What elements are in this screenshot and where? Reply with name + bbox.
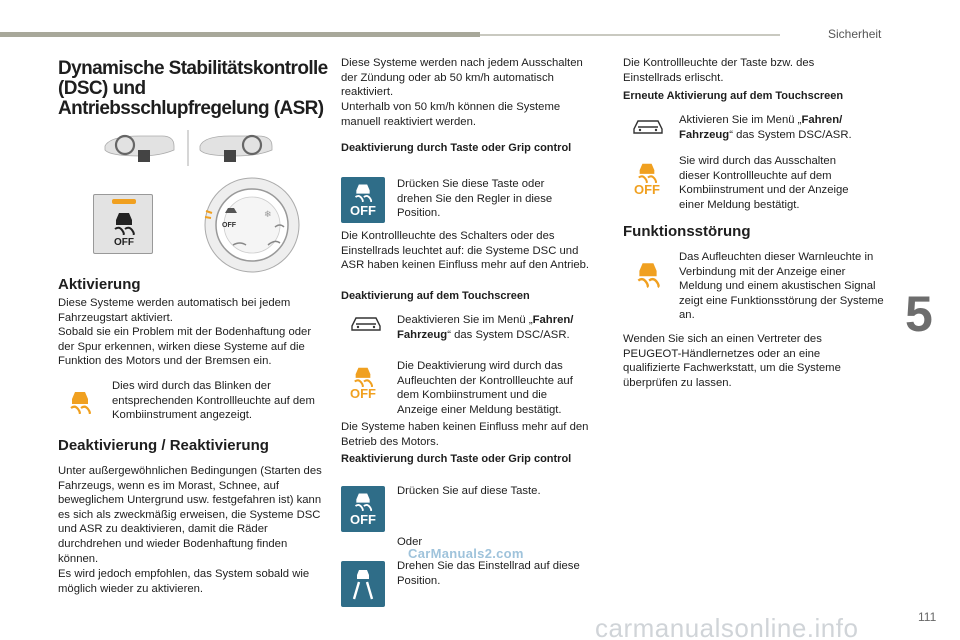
chapter-number: 5 — [905, 286, 933, 342]
menu-name: Fahren/ Fahrzeug — [397, 314, 574, 341]
page-number: 111 — [918, 610, 937, 624]
col2-paragraph-2: Die Systeme haben keinen Einfluss mehr auf den Betrieb des Motors. — [341, 421, 589, 448]
skid-car-icon — [111, 209, 137, 235]
dashboard-illustration — [100, 128, 280, 168]
skid-car-amber-icon — [67, 388, 93, 414]
col2-subheading-2: Deaktivierung auf dem Touchscreen — [341, 290, 530, 302]
col2-sub2-text — [397, 313, 597, 342]
col2-sub2-icon2-text: Die Deaktivierung wird durch das Aufleuchten der Kontrollleuchte auf dem Kombiinstrument und die Anzeige einer Meldung bestätigt. — [397, 360, 573, 416]
aktivierung-text-1: Diese Systeme werden automatisch bei jedem Fahrzeugstart aktiviert. — [58, 297, 291, 324]
col2-sub1-text: Drücken Sie diese Taste oder drehen Sie den Regler in diese Position. — [397, 178, 553, 220]
col3-paragraph: Wenden Sie sich an einen Vertreter des PEUGEOT-Händlernetzes oder an eine qualifizierte Fachwerkstatt, um die Systeme überprüfen zu lassen. — [623, 333, 841, 389]
dsc-off-switch — [93, 194, 153, 254]
col2-subheading-1: Deaktivierung durch Taste oder Grip control — [341, 142, 572, 154]
dsc-off-amber-icon — [631, 161, 663, 196]
text-part: “ das System DSC/ASR. — [729, 128, 852, 141]
car-outline-icon — [350, 314, 382, 334]
col2-sub3-icon2-text: Drehen Sie das Einstellrad auf diese Position. — [397, 560, 580, 587]
header-bar — [0, 32, 480, 37]
inline-watermark: CarManuals2.com — [408, 546, 524, 561]
col2-sub3-text: Drücken Sie auf diese Taste. — [397, 485, 541, 497]
section-label: Sicherheit — [828, 27, 882, 41]
svg-text:❄: ❄ — [264, 209, 272, 219]
menu-name: Fahren/ Fahrzeug — [679, 114, 843, 141]
car-outline-icon — [632, 117, 664, 137]
col3-icon2-text: Sie wird durch das Ausschalten dieser Kontrollleuchte auf dem Kombiinstrument und der Anzeige einer Meldung bestätigt. — [679, 155, 849, 211]
heading-funktionsstoerung: Funktionsstörung — [623, 223, 751, 240]
skid-car-amber-icon — [635, 161, 659, 183]
text-part: Aktivieren Sie im Menü „ — [679, 114, 802, 126]
page-title: Dynamische Stabilitätskontrolle (DSC) und Antriebsschlupfregelung (ASR) — [58, 58, 328, 119]
road-mode-icon — [341, 561, 385, 607]
dsc-off-blue-icon-2 — [341, 486, 385, 532]
aktivierung-text-2: Sobald sie ein Problem mit der Bodenhaftung oder der Spur erkennen, wirken diese Systeme auf die Funktion des Motors und der Bremsen ein. — [58, 326, 312, 368]
deaktivierung-text-2: Es wird jedoch empfohlen, das System sobald wie möglich wieder zu aktivieren. — [58, 568, 310, 595]
heading-deaktivierung: Deaktivierung / Reaktivierung — [58, 437, 269, 454]
col3-icon1-text — [679, 113, 879, 142]
off-label: OFF — [350, 386, 376, 401]
dsc-off-amber-icon — [347, 365, 379, 400]
text-part: “ das System DSC/ASR. — [447, 328, 570, 341]
warning-light-icon — [632, 258, 664, 288]
grip-control-dial — [200, 175, 305, 275]
footer-watermark: carmanualsonline.info — [595, 613, 859, 640]
skid-car-amber-icon — [634, 258, 662, 288]
header-bar-thin — [480, 34, 780, 36]
col2-paragraph-1: Die Kontrollleuchte des Schalters oder des Einstellrads leuchtet auf: die Systeme DSC und ASR haben keinen Einfluss mehr auf den Antrieb. — [341, 230, 590, 272]
col3-intro: Die Kontrollleuchte der Taste bzw. des Einstellrads erlischt. — [623, 57, 815, 84]
text-part: Deaktivieren Sie im Menü „ — [397, 314, 533, 326]
skid-car-white-icon — [352, 182, 374, 202]
warning-light-icon — [64, 388, 96, 414]
dsc-off-blue-icon — [341, 177, 385, 223]
off-label: OFF — [350, 203, 376, 218]
col2-intro-2: Unterhalb von 50 km/h können die Systeme manuell reaktiviert werden. — [341, 101, 561, 128]
col2-intro-1: Diese Systeme werden nach jedem Ausschalten der Zündung oder ab 50 km/h automatisch reaktiviert. — [341, 57, 583, 99]
skid-car-amber-icon — [351, 365, 375, 387]
col2-subheading-3: Reaktivierung durch Taste oder Grip control — [341, 453, 572, 465]
svg-text:OFF: OFF — [222, 222, 236, 229]
off-label: OFF — [350, 512, 376, 527]
col3-icon3-text: Das Aufleuchten dieser Warnleuchte in Verbindung mit der Anzeige einer Meldung und einem akustischen Signal zeigt eine Funktionsstörung der Systeme an. — [679, 251, 884, 322]
aktivierung-icon-text: Dies wird durch das Blinken der entsprechenden Kontrollleuchte auf dem Kombiinstrument angezeigt. — [112, 380, 315, 422]
oder-text: Oder — [397, 536, 423, 548]
off-label: OFF — [634, 182, 660, 197]
deaktivierung-text-1: Unter außergewöhnlichen Bedingungen (Starten des Fahrzeugs, wenn es im Morast, Schnee, auf beweglichem Untergrund usw. festgefahren ist) kann es sich als zweckmäßig erweisen, die Systeme DSC und ASR zu deaktivieren, damit die Räder durchdrehen und wieder Bodenhaftung finden können. — [58, 465, 322, 565]
road-lane-icon — [348, 567, 378, 601]
col3-subheading-1: Erneute Aktivierung auf dem Touchscreen — [623, 90, 844, 102]
skid-car-white-icon — [352, 491, 374, 511]
off-label: OFF — [114, 237, 134, 248]
heading-aktivierung: Aktivierung — [58, 276, 141, 293]
